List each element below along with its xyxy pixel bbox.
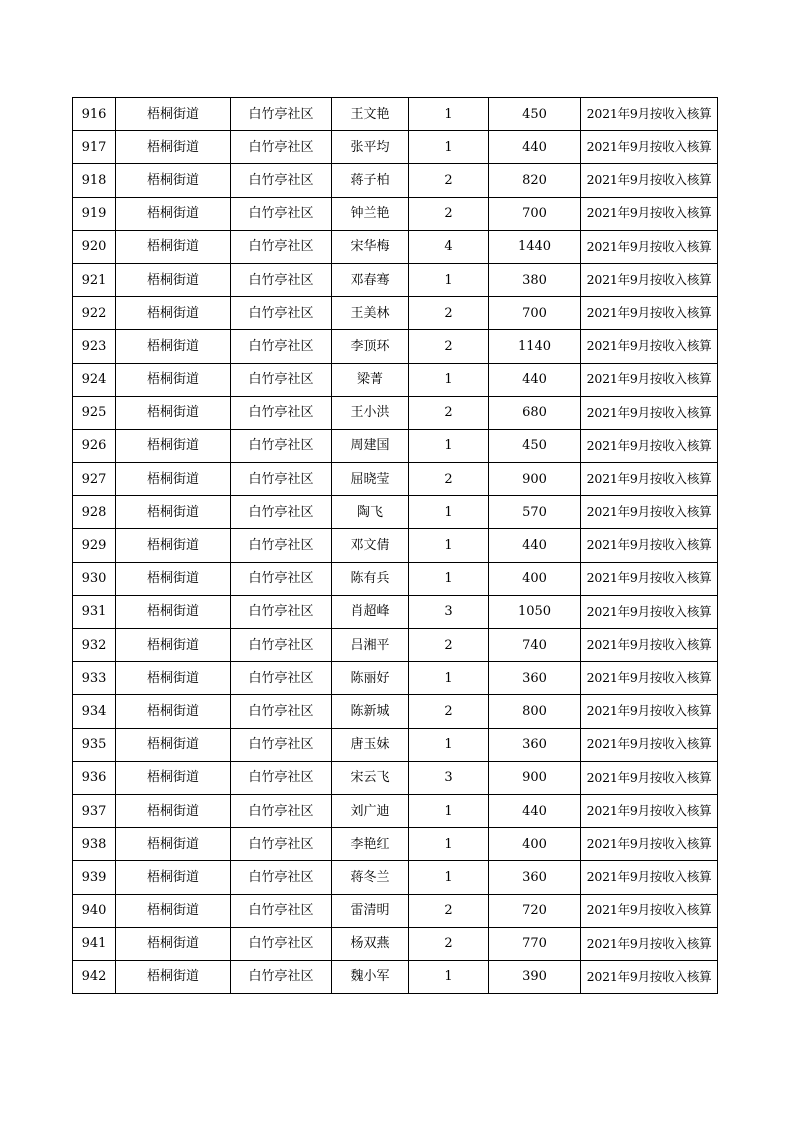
community-cell: 白竹亭社区 (231, 794, 332, 827)
name-cell: 陶飞 (332, 496, 409, 529)
name-cell: 王小洪 (332, 396, 409, 429)
name-cell: 陈有兵 (332, 562, 409, 595)
household-size-cell: 2 (409, 396, 489, 429)
household-size-cell: 1 (409, 662, 489, 695)
row-number-cell: 928 (73, 496, 116, 529)
table-row (73, 529, 718, 562)
household-size-cell: 1 (409, 828, 489, 861)
table-row (73, 396, 718, 429)
note-cell: 2021年9月按收入核算 (581, 396, 718, 429)
street-cell: 梧桐街道 (116, 297, 231, 330)
row-number-cell: 916 (73, 98, 116, 131)
table-row (73, 197, 718, 230)
row-number-cell: 942 (73, 960, 116, 993)
community-cell: 白竹亭社区 (231, 529, 332, 562)
household-size-cell: 3 (409, 595, 489, 628)
name-cell: 周建国 (332, 429, 409, 462)
table-row (73, 164, 718, 197)
community-cell: 白竹亭社区 (231, 960, 332, 993)
table-row (73, 562, 718, 595)
street-cell: 梧桐街道 (116, 197, 231, 230)
name-cell: 杨双燕 (332, 927, 409, 960)
name-cell: 刘广迪 (332, 794, 409, 827)
street-cell: 梧桐街道 (116, 629, 231, 662)
row-number-cell: 933 (73, 662, 116, 695)
amount-cell: 900 (489, 761, 581, 794)
amount-cell: 440 (489, 131, 581, 164)
note-cell: 2021年9月按收入核算 (581, 230, 718, 263)
note-cell: 2021年9月按收入核算 (581, 529, 718, 562)
amount-cell: 770 (489, 927, 581, 960)
row-number-cell: 926 (73, 429, 116, 462)
amount-cell: 400 (489, 562, 581, 595)
street-cell: 梧桐街道 (116, 794, 231, 827)
table-row (73, 960, 718, 993)
name-cell: 李顶环 (332, 330, 409, 363)
street-cell: 梧桐街道 (116, 761, 231, 794)
amount-cell: 740 (489, 629, 581, 662)
name-cell: 蒋子柏 (332, 164, 409, 197)
street-cell: 梧桐街道 (116, 595, 231, 628)
table-row (73, 861, 718, 894)
household-size-cell: 2 (409, 695, 489, 728)
table-row (73, 263, 718, 296)
table-row (73, 894, 718, 927)
row-number-cell: 921 (73, 263, 116, 296)
note-cell: 2021年9月按收入核算 (581, 197, 718, 230)
street-cell: 梧桐街道 (116, 396, 231, 429)
amount-cell: 700 (489, 197, 581, 230)
table-row (73, 662, 718, 695)
note-cell: 2021年9月按收入核算 (581, 562, 718, 595)
row-number-cell: 932 (73, 629, 116, 662)
row-number-cell: 924 (73, 363, 116, 396)
row-number-cell: 922 (73, 297, 116, 330)
community-cell: 白竹亭社区 (231, 695, 332, 728)
table-row (73, 629, 718, 662)
row-number-cell: 929 (73, 529, 116, 562)
street-cell: 梧桐街道 (116, 927, 231, 960)
row-number-cell: 918 (73, 164, 116, 197)
community-cell: 白竹亭社区 (231, 164, 332, 197)
amount-cell: 720 (489, 894, 581, 927)
community-cell: 白竹亭社区 (231, 894, 332, 927)
name-cell: 张平均 (332, 131, 409, 164)
note-cell: 2021年9月按收入核算 (581, 629, 718, 662)
community-cell: 白竹亭社区 (231, 728, 332, 761)
street-cell: 梧桐街道 (116, 164, 231, 197)
table-row (73, 98, 718, 131)
household-size-cell: 2 (409, 463, 489, 496)
amount-cell: 1050 (489, 595, 581, 628)
amount-cell: 450 (489, 98, 581, 131)
community-cell: 白竹亭社区 (231, 828, 332, 861)
relief-roster-table (72, 97, 718, 994)
note-cell: 2021年9月按收入核算 (581, 861, 718, 894)
row-number-cell: 930 (73, 562, 116, 595)
street-cell: 梧桐街道 (116, 263, 231, 296)
amount-cell: 360 (489, 662, 581, 695)
amount-cell: 900 (489, 463, 581, 496)
amount-cell: 450 (489, 429, 581, 462)
row-number-cell: 920 (73, 230, 116, 263)
community-cell: 白竹亭社区 (231, 629, 332, 662)
row-number-cell: 934 (73, 695, 116, 728)
row-number-cell: 937 (73, 794, 116, 827)
name-cell: 唐玉妹 (332, 728, 409, 761)
row-number-cell: 917 (73, 131, 116, 164)
household-size-cell: 3 (409, 761, 489, 794)
name-cell: 宋华梅 (332, 230, 409, 263)
note-cell: 2021年9月按收入核算 (581, 330, 718, 363)
community-cell: 白竹亭社区 (231, 927, 332, 960)
note-cell: 2021年9月按收入核算 (581, 761, 718, 794)
community-cell: 白竹亭社区 (231, 429, 332, 462)
name-cell: 魏小军 (332, 960, 409, 993)
row-number-cell: 931 (73, 595, 116, 628)
household-size-cell: 1 (409, 861, 489, 894)
household-size-cell: 2 (409, 927, 489, 960)
street-cell: 梧桐街道 (116, 894, 231, 927)
row-number-cell: 941 (73, 927, 116, 960)
amount-cell: 1140 (489, 330, 581, 363)
household-size-cell: 2 (409, 297, 489, 330)
name-cell: 陈新城 (332, 695, 409, 728)
household-size-cell: 1 (409, 429, 489, 462)
street-cell: 梧桐街道 (116, 695, 231, 728)
community-cell: 白竹亭社区 (231, 197, 332, 230)
name-cell: 邓文倩 (332, 529, 409, 562)
table-row (73, 927, 718, 960)
table-body (73, 98, 718, 994)
amount-cell: 820 (489, 164, 581, 197)
amount-cell: 1440 (489, 230, 581, 263)
row-number-cell: 935 (73, 728, 116, 761)
household-size-cell: 1 (409, 728, 489, 761)
note-cell: 2021年9月按收入核算 (581, 297, 718, 330)
table-row (73, 794, 718, 827)
row-number-cell: 940 (73, 894, 116, 927)
row-number-cell: 923 (73, 330, 116, 363)
note-cell: 2021年9月按收入核算 (581, 131, 718, 164)
name-cell: 邓春骞 (332, 263, 409, 296)
household-size-cell: 1 (409, 263, 489, 296)
amount-cell: 360 (489, 861, 581, 894)
amount-cell: 440 (489, 529, 581, 562)
note-cell: 2021年9月按收入核算 (581, 927, 718, 960)
note-cell: 2021年9月按收入核算 (581, 960, 718, 993)
household-size-cell: 4 (409, 230, 489, 263)
note-cell: 2021年9月按收入核算 (581, 695, 718, 728)
table-row (73, 363, 718, 396)
name-cell: 屈晓莹 (332, 463, 409, 496)
row-number-cell: 925 (73, 396, 116, 429)
row-number-cell: 939 (73, 861, 116, 894)
note-cell: 2021年9月按收入核算 (581, 894, 718, 927)
name-cell: 李艳红 (332, 828, 409, 861)
table-row (73, 496, 718, 529)
note-cell: 2021年9月按收入核算 (581, 363, 718, 396)
street-cell: 梧桐街道 (116, 98, 231, 131)
name-cell: 梁菁 (332, 363, 409, 396)
community-cell: 白竹亭社区 (231, 861, 332, 894)
note-cell: 2021年9月按收入核算 (581, 828, 718, 861)
community-cell: 白竹亭社区 (231, 131, 332, 164)
community-cell: 白竹亭社区 (231, 662, 332, 695)
amount-cell: 800 (489, 695, 581, 728)
street-cell: 梧桐街道 (116, 728, 231, 761)
amount-cell: 390 (489, 960, 581, 993)
household-size-cell: 2 (409, 330, 489, 363)
note-cell: 2021年9月按收入核算 (581, 429, 718, 462)
name-cell: 钟兰艳 (332, 197, 409, 230)
street-cell: 梧桐街道 (116, 529, 231, 562)
table-row (73, 463, 718, 496)
name-cell: 蒋冬兰 (332, 861, 409, 894)
note-cell: 2021年9月按收入核算 (581, 164, 718, 197)
row-number-cell: 927 (73, 463, 116, 496)
household-size-cell: 2 (409, 197, 489, 230)
community-cell: 白竹亭社区 (231, 330, 332, 363)
note-cell: 2021年9月按收入核算 (581, 263, 718, 296)
amount-cell: 360 (489, 728, 581, 761)
household-size-cell: 1 (409, 363, 489, 396)
amount-cell: 440 (489, 363, 581, 396)
table-row (73, 429, 718, 462)
community-cell: 白竹亭社区 (231, 761, 332, 794)
street-cell: 梧桐街道 (116, 960, 231, 993)
note-cell: 2021年9月按收入核算 (581, 496, 718, 529)
name-cell: 雷清明 (332, 894, 409, 927)
name-cell: 陈丽好 (332, 662, 409, 695)
household-size-cell: 1 (409, 960, 489, 993)
street-cell: 梧桐街道 (116, 330, 231, 363)
note-cell: 2021年9月按收入核算 (581, 728, 718, 761)
street-cell: 梧桐街道 (116, 662, 231, 695)
household-size-cell: 2 (409, 164, 489, 197)
household-size-cell: 1 (409, 131, 489, 164)
street-cell: 梧桐街道 (116, 861, 231, 894)
table-row (73, 695, 718, 728)
name-cell: 宋云飞 (332, 761, 409, 794)
community-cell: 白竹亭社区 (231, 98, 332, 131)
household-size-cell: 1 (409, 529, 489, 562)
household-size-cell: 1 (409, 496, 489, 529)
table-row (73, 330, 718, 363)
row-number-cell: 936 (73, 761, 116, 794)
table-row (73, 297, 718, 330)
name-cell: 吕湘平 (332, 629, 409, 662)
row-number-cell: 938 (73, 828, 116, 861)
community-cell: 白竹亭社区 (231, 396, 332, 429)
street-cell: 梧桐街道 (116, 496, 231, 529)
household-size-cell: 2 (409, 629, 489, 662)
household-size-cell: 2 (409, 894, 489, 927)
note-cell: 2021年9月按收入核算 (581, 595, 718, 628)
street-cell: 梧桐街道 (116, 828, 231, 861)
table-row (73, 230, 718, 263)
street-cell: 梧桐街道 (116, 363, 231, 396)
name-cell: 王文艳 (332, 98, 409, 131)
street-cell: 梧桐街道 (116, 463, 231, 496)
amount-cell: 680 (489, 396, 581, 429)
note-cell: 2021年9月按收入核算 (581, 662, 718, 695)
note-cell: 2021年9月按收入核算 (581, 463, 718, 496)
row-number-cell: 919 (73, 197, 116, 230)
community-cell: 白竹亭社区 (231, 297, 332, 330)
name-cell: 肖超峰 (332, 595, 409, 628)
street-cell: 梧桐街道 (116, 230, 231, 263)
community-cell: 白竹亭社区 (231, 595, 332, 628)
community-cell: 白竹亭社区 (231, 263, 332, 296)
street-cell: 梧桐街道 (116, 562, 231, 595)
street-cell: 梧桐街道 (116, 131, 231, 164)
table-row (73, 761, 718, 794)
amount-cell: 400 (489, 828, 581, 861)
amount-cell: 700 (489, 297, 581, 330)
table-row (73, 728, 718, 761)
community-cell: 白竹亭社区 (231, 463, 332, 496)
household-size-cell: 1 (409, 98, 489, 131)
table-row (73, 595, 718, 628)
amount-cell: 570 (489, 496, 581, 529)
community-cell: 白竹亭社区 (231, 562, 332, 595)
community-cell: 白竹亭社区 (231, 496, 332, 529)
street-cell: 梧桐街道 (116, 429, 231, 462)
household-size-cell: 1 (409, 562, 489, 595)
community-cell: 白竹亭社区 (231, 363, 332, 396)
note-cell: 2021年9月按收入核算 (581, 98, 718, 131)
note-cell: 2021年9月按收入核算 (581, 794, 718, 827)
table-row (73, 131, 718, 164)
household-size-cell: 1 (409, 794, 489, 827)
community-cell: 白竹亭社区 (231, 230, 332, 263)
name-cell: 王美林 (332, 297, 409, 330)
table-row (73, 828, 718, 861)
amount-cell: 380 (489, 263, 581, 296)
amount-cell: 440 (489, 794, 581, 827)
